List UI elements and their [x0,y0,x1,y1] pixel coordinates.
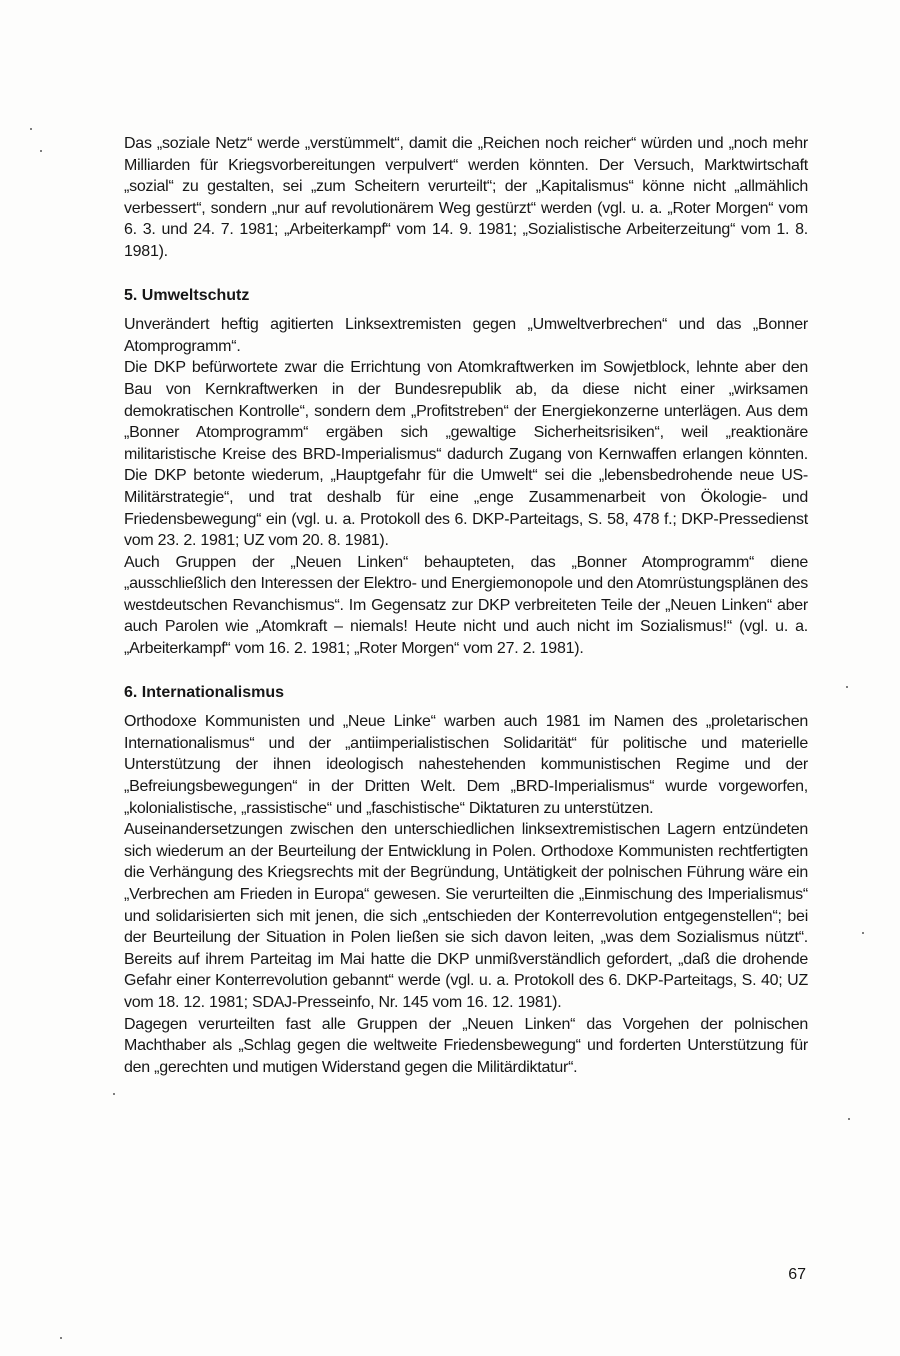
section-6-paragraph-3: Dagegen verurteilten fast alle Gruppen der „Neuen Linken“ das Vorgehen der polnischen Machthaber als „Schlag gegen die weltweite Friedensbewegung“ und forderten Unterstützung für den „gerechten und mutigen Widerstand gegen die Militärdiktatur“. [124,1015,808,1076]
section-5-paragraph-1: Unverändert heftig agitierten Linksextremisten gegen „Umweltverbrechen“ und das „Bonner Atomprogramm“. [124,316,808,355]
section-6-heading: 6. Internationalismus [124,683,285,701]
page-number: 67 [788,1266,806,1283]
intro-paragraph: Das „soziale Netz“ werde „verstümmelt“, damit die „Reichen noch reicher“ würden und „noch mehr Milliarden für Kriegsvorbereitungen verpulvert“ werden könnten. Der Versuch, Marktwirtschaft „sozial“ zu gestalten, sei „zum Scheitern verurteilt“; der „Kapitalismus“ könne nicht „allmählich verbessert“, sondern „nur auf revolutionärem Weg gestürzt“ werden (vgl. u. a. „Roter Morgen“ vom 6. 3. und 24. 7. 1981; „Arbeiterkampf“ vom 14. 9. 1981; „Sozialistische Arbeiterzeitung“ vom 1. 8. 1981). [124,135,808,260]
scan-speck [30,128,32,130]
section-6-paragraph-2: Auseinandersetzungen zwischen den unterschiedlichen linksextremistischen Lagern entzündeten sich wiederum an der Beurteilung der Entwicklung in Polen. Orthodoxe Kommunisten rechtfertigten die Verhängung des Kriegsrechts mit der Begründung, Untätigkeit der polnischen Führung wäre ein „Verbrechen am Frieden in Europa“ gewesen. Sie verurteilten die „Einmischung des Imperialismus“ und solidarisierten sich mit jenen, die sich „entschieden der Konterrevolution entgegenstellen“; bei der Beurteilung der Situation in Polen ließen sie sich davon leiten, „was dem Sozialismus nützt“. Bereits auf ihrem Parteitag im Mai hatte die DKP unmißverständlich gefordert, „daß die drohende Gefahr einer Konterrevolution gebannt“ werde (vgl. u. a. Protokoll des 6. DKP-Parteitags, S. 40; UZ vom 18. 12. 1981; SDAJ-Presseinfo, Nr. 145 vom 16. 12. 1981). [124,821,808,1011]
scan-speck [40,150,42,152]
document-page [124,133,808,1078]
scan-speck [113,1093,115,1095]
section-5-heading: 5. Umweltschutz [124,286,250,304]
scan-speck [60,1337,62,1339]
scan-speck [848,1118,850,1120]
scan-speck [862,932,864,934]
scan-speck [846,686,848,688]
section-5-paragraph-3: Auch Gruppen der „Neuen Linken“ behaupteten, das „Bonner Atomprogramm“ diene „ausschließlich den Interessen der Elektro- und Energiemonopole und den Atomrüstungsplänen des westdeutschen Revanchismus“. Im Gegensatz zur DKP verbreiteten Teile der „Neuen Linken“ aber auch Parolen wie „Atomkraft – niemals! Heute nicht und auch nicht im Sozialismus!“ (vgl. u. a. „Arbeiterkampf“ vom 16. 2. 1981; „Roter Morgen“ vom 27. 2. 1981). [124,553,808,658]
section-6-paragraph-1: Orthodoxe Kommunisten und „Neue Linke“ warben auch 1981 im Namen des „proletarischen Internationalismus“ und der „antiimperialistischen Solidarität“ für politische und materielle Unterstützung der ihnen ideologisch nahestehenden kommunistischen Regime und der „Befreiungsbewegungen“ in der Dritten Welt. Dem „BRD-Imperialismus“ wurde vorgeworfen, „kolonialistische, „rassistische“ und „faschistische“ Diktaturen zu unterstützen. [124,713,808,817]
section-5-paragraph-2: Die DKP befürwortete zwar die Errichtung von Atomkraftwerken im Sowjetblock, lehnte aber den Bau von Kernkraftwerken in der Bundesrepublik ab, da diese nicht einer „wirksamen demokratischen Kontrolle“, sondern dem „Profitstreben“ der Energiekonzerne unterlägen. Aus dem „Bonner Atomprogramm“ ergäben sich „gewaltige Sicherheitsrisiken“, weil „reaktionäre militaristische Kreise des BRD-Imperialismus“ dadurch Zugang von Kernwaffen erlangen könnten. Die DKP betonte wiederum, „Hauptgefahr für die Umwelt“ sei die „lebensbedrohende neue US-Militärstrategie“, und trat deshalb für eine „enge Zusammenarbeit von Ökologie- und Friedensbewegung“ ein (vgl. u. a. Protokoll des 6. DKP-Parteitags, S. 58, 478 f.; DKP-Pressedienst vom 23. 2. 1981; UZ vom 20. 8. 1981). [124,359,808,550]
